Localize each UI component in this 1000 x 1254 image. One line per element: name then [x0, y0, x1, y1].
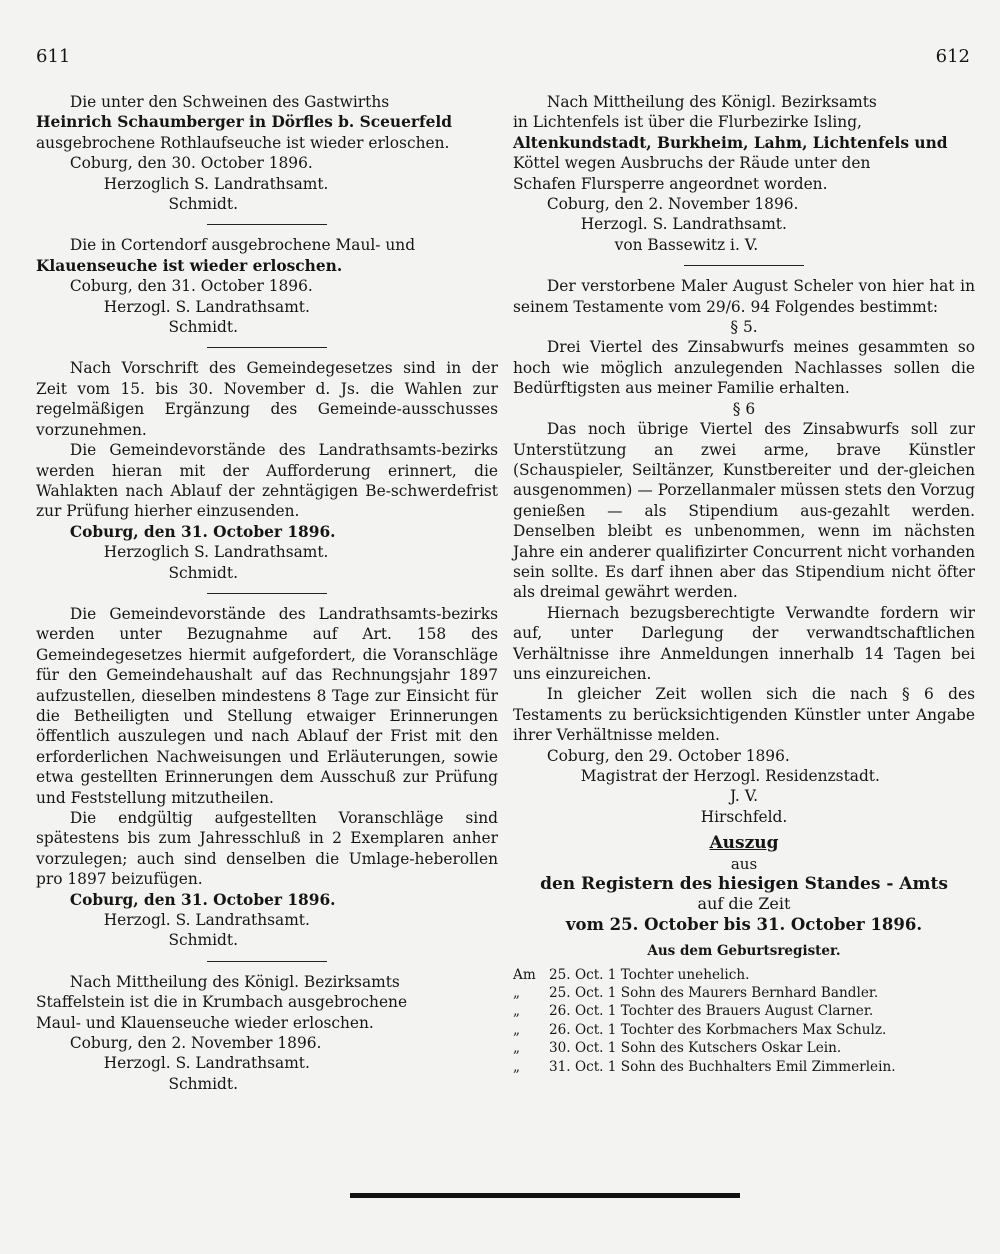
- right-column: [513, 92, 975, 1076]
- notice-testament: [513, 276, 975, 827]
- section-heading: § 6: [732, 399, 756, 418]
- list-prefix: „: [513, 1003, 521, 1020]
- list-item: [513, 984, 975, 1002]
- list-prefix: „: [513, 1040, 521, 1057]
- list-text: 25. Oct. 1 Tochter unehelich.: [549, 966, 750, 983]
- notice-line: Köttel wegen Ausbruchs der Räude unter den: [513, 154, 871, 173]
- notice-text: Das noch übrige Viertel des Zinsabwurfs soll zur Unterstützung an zwei arme, brave Künstler (Schauspieler, Seiltänzer, Kunstbereiter und der-gleichen ausgenommen) — Porzellanmaler müssen stets den Vorzug genießen — als Stipendium aus-gezahlt werden. Denselben bleibt es unbenommen, wenn im nächsten Jahre ein anderer qualifizirter Concurrent nicht vorhanden sein sollte. Es darf ihnen aber das Stipendium nicht öfter als dreimal gewährt werden.: [513, 420, 975, 602]
- notice-text: Der verstorbene Maler August Scheler von hier hat in seinem Testamente vom 29/6. 94 Folgendes bestimmt:: [513, 277, 975, 316]
- list-prefix: Am: [513, 966, 536, 983]
- bottom-rule: [350, 1193, 740, 1198]
- list-item: [513, 1021, 975, 1039]
- birth-register-list: [513, 966, 975, 1076]
- notice-text: In gleicher Zeit wollen sich die nach § 6 des Testaments zu berücksichtigenden Künstler unter Angabe ihrer Verhältnisse melden.: [513, 685, 975, 745]
- list-item: [513, 966, 975, 984]
- notice-date: Coburg, den 2. November 1896.: [69, 1034, 322, 1053]
- notice-office: Magistrat der Herzogl. Residenzstadt.: [580, 767, 880, 785]
- notice-rothlauf: [36, 92, 498, 214]
- notice-signature: Schmidt.: [168, 195, 238, 214]
- notice-signature: Schmidt.: [168, 318, 238, 337]
- notice-text: Hiernach bezugsberechtigte Verwandte fordern wir auf, unter Darlegung der verwandtschaftlichen Verhältnisse ihre Anmeldungen innerhalb 14 Tagen bei uns einzureichen.: [513, 603, 975, 683]
- notice-line: Nach Mittheilung des Königl. Bezirksamts: [69, 972, 400, 991]
- notice-office: Herzoglich S. Landrathsamt.: [103, 543, 329, 562]
- notice-line: Die in Cortendorf ausgebrochene Maul- und: [69, 236, 416, 255]
- list-prefix: „: [513, 1058, 521, 1075]
- notice-signature: Schmidt.: [168, 1074, 238, 1093]
- separator: [684, 265, 804, 266]
- list-prefix: „: [513, 1021, 521, 1038]
- notice-staffelstein: [36, 972, 498, 1094]
- notice-flursperre: [513, 92, 975, 255]
- notice-line: Heinrich Schaumberger in Dörfles b. Sceuerfeld: [36, 113, 453, 132]
- notice-date: Coburg, den 30. October 1896.: [69, 154, 313, 173]
- list-prefix: „: [513, 985, 521, 1002]
- notice-office: Herzogl. S. Landrathsamt.: [580, 215, 787, 234]
- notice-line: ausgebrochene Rothlaufseuche ist wieder erloschen.: [36, 133, 450, 152]
- list-text: 26. Oct. 1 Tochter des Brauers August Clarner.: [549, 1003, 874, 1020]
- extract-aus: aus: [730, 854, 758, 873]
- notice-line: Klauenseuche ist wieder erloschen.: [36, 256, 343, 275]
- separator: [207, 961, 327, 962]
- notice-text: Nach Vorschrift des Gemeindegesetzes sind in der Zeit vom 15. bis 30. November d. Js. die Wahlen zur regelmäßigen Ergänzung des Gemeinde-ausschusses vorzunehmen.: [36, 359, 498, 439]
- notice-line: Altenkundstadt, Burkheim, Lahm, Lichtenfels und: [513, 133, 948, 152]
- register-extract: [513, 833, 975, 961]
- separator: [207, 593, 327, 594]
- notice-date: Coburg, den 2. November 1896.: [546, 195, 799, 214]
- extract-period-label: auf die Zeit: [697, 894, 791, 914]
- notice-cortendorf: [36, 235, 498, 337]
- notice-line: Die unter den Schweinen des Gastwirths: [69, 93, 390, 111]
- list-text: 30. Oct. 1 Sohn des Kutschers Oskar Lein.: [549, 1040, 842, 1057]
- notice-line: Schafen Flursperre angeordnet worden.: [513, 174, 828, 193]
- notice-line: Nach Mittheilung des Königl. Bezirksamts: [546, 93, 877, 111]
- extract-title: Auszug: [709, 833, 779, 854]
- notice-signature: Hirschfeld.: [700, 807, 788, 826]
- extract-period: vom 25. October bis 31. October 1896.: [565, 914, 923, 934]
- notice-voranschlaege: [36, 604, 498, 951]
- extract-registers: den Registern des hiesigen Standes - Amts: [540, 874, 948, 895]
- notice-office: Herzogl. S. Landrathsamt.: [103, 1054, 310, 1073]
- left-column: [36, 92, 498, 1094]
- notice-text: Die Gemeindevorstände des Landrathsamts-bezirks werden hieran mit der Aufforderung erinnert, die Wahlakten nach Ablauf der zehntägigen Be-schwerdefrist zur Prüfung hierher einzusenden.: [36, 441, 498, 521]
- notice-office: Herzoglich S. Landrathsamt.: [103, 174, 329, 193]
- notice-date: Coburg, den 29. October 1896.: [546, 746, 790, 765]
- notice-wahlen: [36, 358, 498, 582]
- extract-birth-heading: Aus dem Geburtsregister.: [647, 943, 841, 960]
- separator: [207, 224, 327, 225]
- list-item: [513, 1039, 975, 1057]
- list-item: [513, 1058, 975, 1076]
- notice-office: Herzogl. S. Landrathsamt.: [103, 911, 310, 930]
- notice-text: Die Gemeindevorstände des Landrathsamts-bezirks werden unter Bezugnahme auf Art. 158 des Gemeindegesetzes hiermit aufgefordert, die Voranschläge für den Gemeindehaushalt auf das Rechnungsjahr 1897 aufzustellen, dieselben mindestens 8 Tage zur Einsicht für die Betheiligten und Stellung etwaiger Erinnerungen öffentlich auszulegen und nach Ablauf der Frist mit den erforderlichen Nachweisungen und Erläuterungen, sowie etwa gestellten Erinnerungen dem Ausschuß zur Prüfung und Feststellung mitzutheilen.: [36, 604, 498, 807]
- notice-line: Staffelstein ist die in Krumbach ausgebrochene: [36, 993, 408, 1012]
- list-item: [513, 1002, 975, 1020]
- notice-initials: J. V.: [729, 787, 759, 806]
- notice-line: Maul- und Klauenseuche wieder erloschen.: [36, 1013, 374, 1032]
- notice-text: Die endgültig aufgestellten Voranschläge sind spätestens bis zum Jahresschluß in 2 Exemplaren anher vorzulegen; auch sind denselben die Umlage-heberollen pro 1897 beizufügen.: [36, 809, 498, 889]
- notice-date: Coburg, den 31. October 1896.: [69, 522, 336, 541]
- notice-signature: Schmidt.: [168, 563, 238, 582]
- notice-signature: von Bassewitz i. V.: [614, 235, 759, 254]
- notice-signature: Schmidt.: [168, 931, 238, 950]
- section-heading: § 5.: [730, 318, 758, 337]
- list-text: 26. Oct. 1 Tochter des Korbmachers Max Schulz.: [549, 1021, 887, 1038]
- notice-date: Coburg, den 31. October 1896.: [69, 277, 313, 296]
- separator: [207, 347, 327, 348]
- page-number-right: 612: [935, 46, 970, 67]
- list-text: 31. Oct. 1 Sohn des Buchhalters Emil Zimmerlein.: [549, 1058, 896, 1075]
- notice-office: Herzogl. S. Landrathsamt.: [103, 297, 310, 316]
- page-number-left: 611: [36, 46, 71, 67]
- notice-text: Drei Viertel des Zinsabwurfs meines gesammten so hoch wie möglich anzulegenden Nachlasses sollen die Bedürftigsten aus meiner Familie erhalten.: [513, 338, 975, 398]
- notice-date: Coburg, den 31. October 1896.: [69, 890, 336, 909]
- list-text: 25. Oct. 1 Sohn des Maurers Bernhard Bandler.: [549, 985, 879, 1002]
- notice-line: in Lichtenfels ist über die Flurbezirke Isling,: [513, 113, 862, 132]
